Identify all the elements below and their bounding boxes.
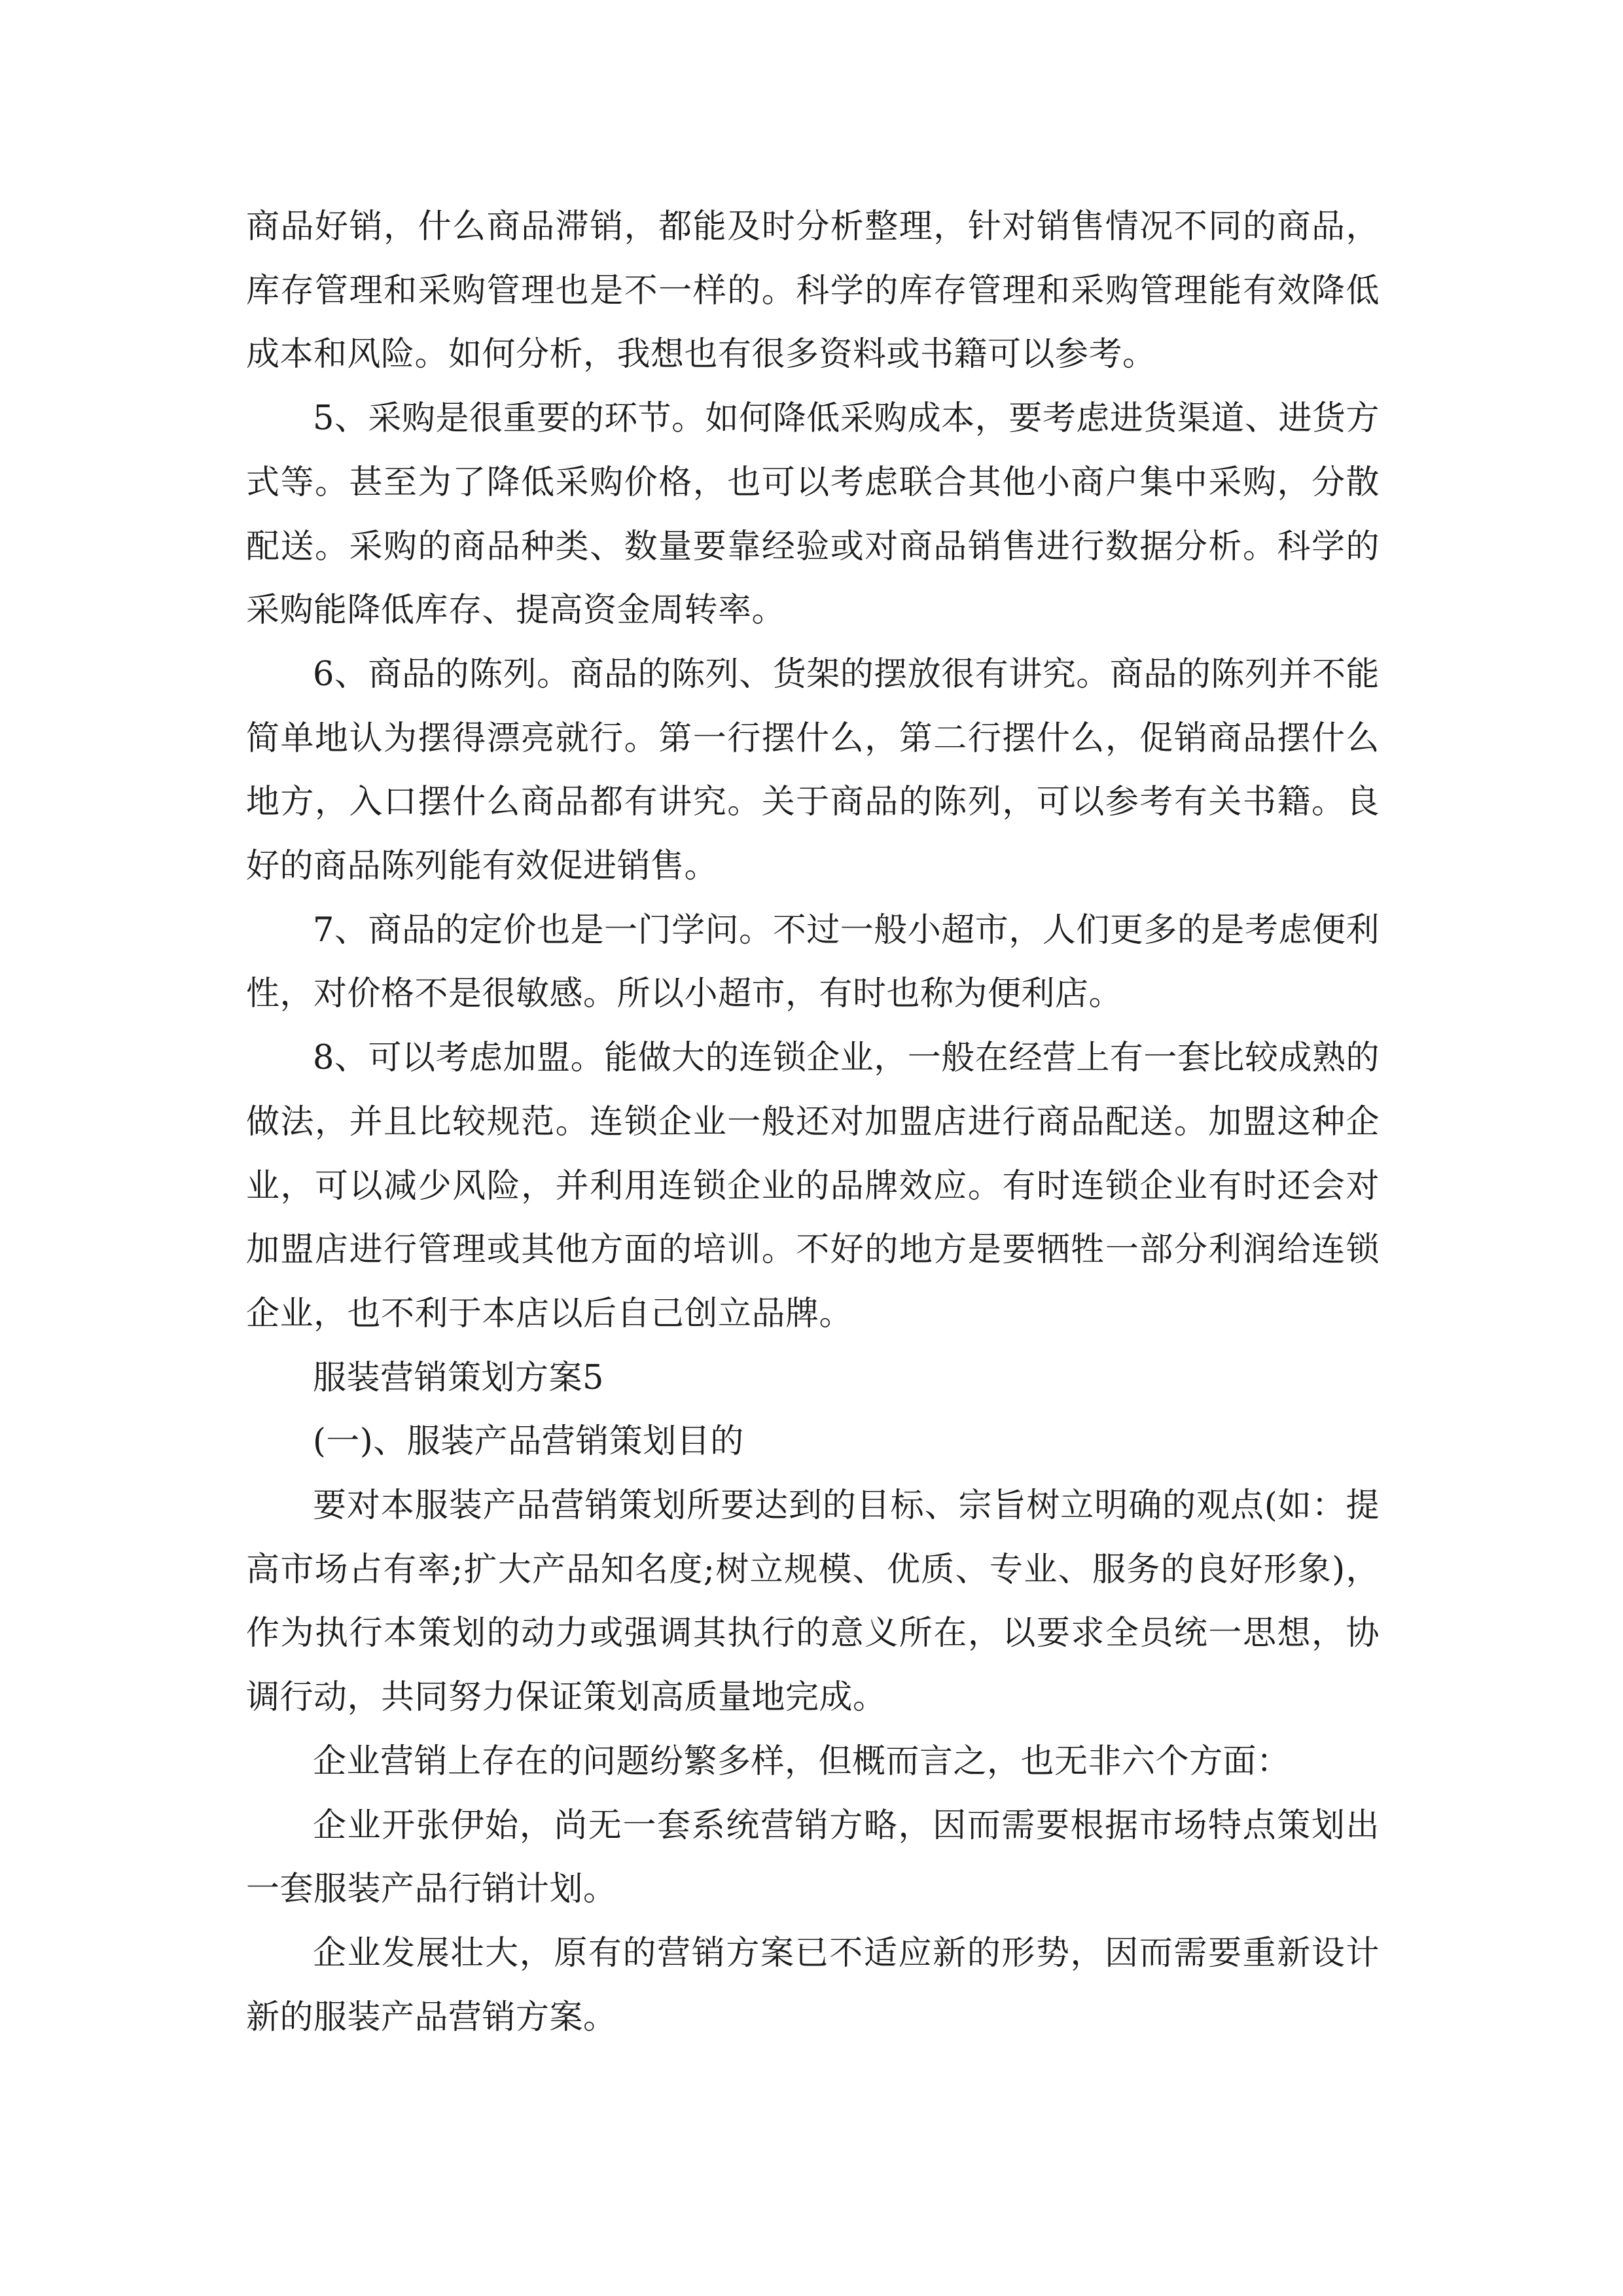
subsection-heading: (一)、服装产品营销策划目的 xyxy=(313,1422,744,1462)
paragraph: 7、商品的定价也是一门学问。不过一般小超市，人们更多的是考虑便利性，对价格不是很敏感。所以小超市，有时也称为便利店。 xyxy=(246,910,1380,1014)
paragraph: 企业开张伊始，尚无一套系统营销方略，因而需要根据市场特点策划出一套服装产品行销计划。 xyxy=(246,1806,1380,1909)
paragraph: 商品好销，什么商品滞销，都能及时分析整理，针对销售情况不同的商品，库存管理和采购管理也是不一样的。科学的库存管理和采购管理能有效降低成本和风险。如何分析，我想也有很多资料或书籍可以参考。 xyxy=(246,207,1380,374)
paragraph: 企业发展壮大，原有的营销方案已不适应新的形势，因而需要重新设计新的服装产品营销方案。 xyxy=(246,1933,1380,2037)
paragraph: 5、采购是很重要的环节。如何降低采购成本，要考虑进货渠道、进货方式等。甚至为了降低采购价格，也可以考虑联合其他小商户集中采购，分散配送。采购的商品种类、数量要靠经验或对商品销售进行数据分析。科学的采购能降低库存、提高资金周转率。 xyxy=(246,399,1380,630)
paragraph: 8、可以考虑加盟。能做大的连锁企业，一般在经营上有一套比较成熟的做法，并且比较规范。连锁企业一般还对加盟店进行商品配送。加盟这种企业，可以减少风险，并利用连锁企业的品牌效应。有时连锁企业有时还会对加盟店进行管理或其他方面的培训。不好的地方是要牺牲一部分利润给连锁企业，也不利于本店以后自己创立品牌。 xyxy=(246,1039,1380,1333)
document-body xyxy=(246,195,1380,2049)
section-heading: 服装营销策划方案5 xyxy=(313,1358,604,1397)
paragraph: 企业营销上存在的问题纷繁多样，但概而言之，也无非六个方面： xyxy=(313,1742,1291,1781)
paragraph: 6、商品的陈列。商品的陈列、货架的摆放很有讲究。商品的陈列并不能简单地认为摆得漂亮就行。第一行摆什么，第二行摆什么，促销商品摆什么地方，入口摆什么商品都有讲究。关于商品的陈列，可以参考有关书籍。良好的商品陈列能有效促进销售。 xyxy=(246,655,1380,886)
paragraph: 要对本服装产品营销策划所要达到的目标、宗旨树立明确的观点(如：提高市场占有率;扩大产品知名度;树立规模、优质、专业、服务的良好形象)，作为执行本策划的动力或强调其执行的意义所在，以要求全员统一思想，协调行动，共同努力保证策划高质量地完成。 xyxy=(246,1486,1380,1717)
